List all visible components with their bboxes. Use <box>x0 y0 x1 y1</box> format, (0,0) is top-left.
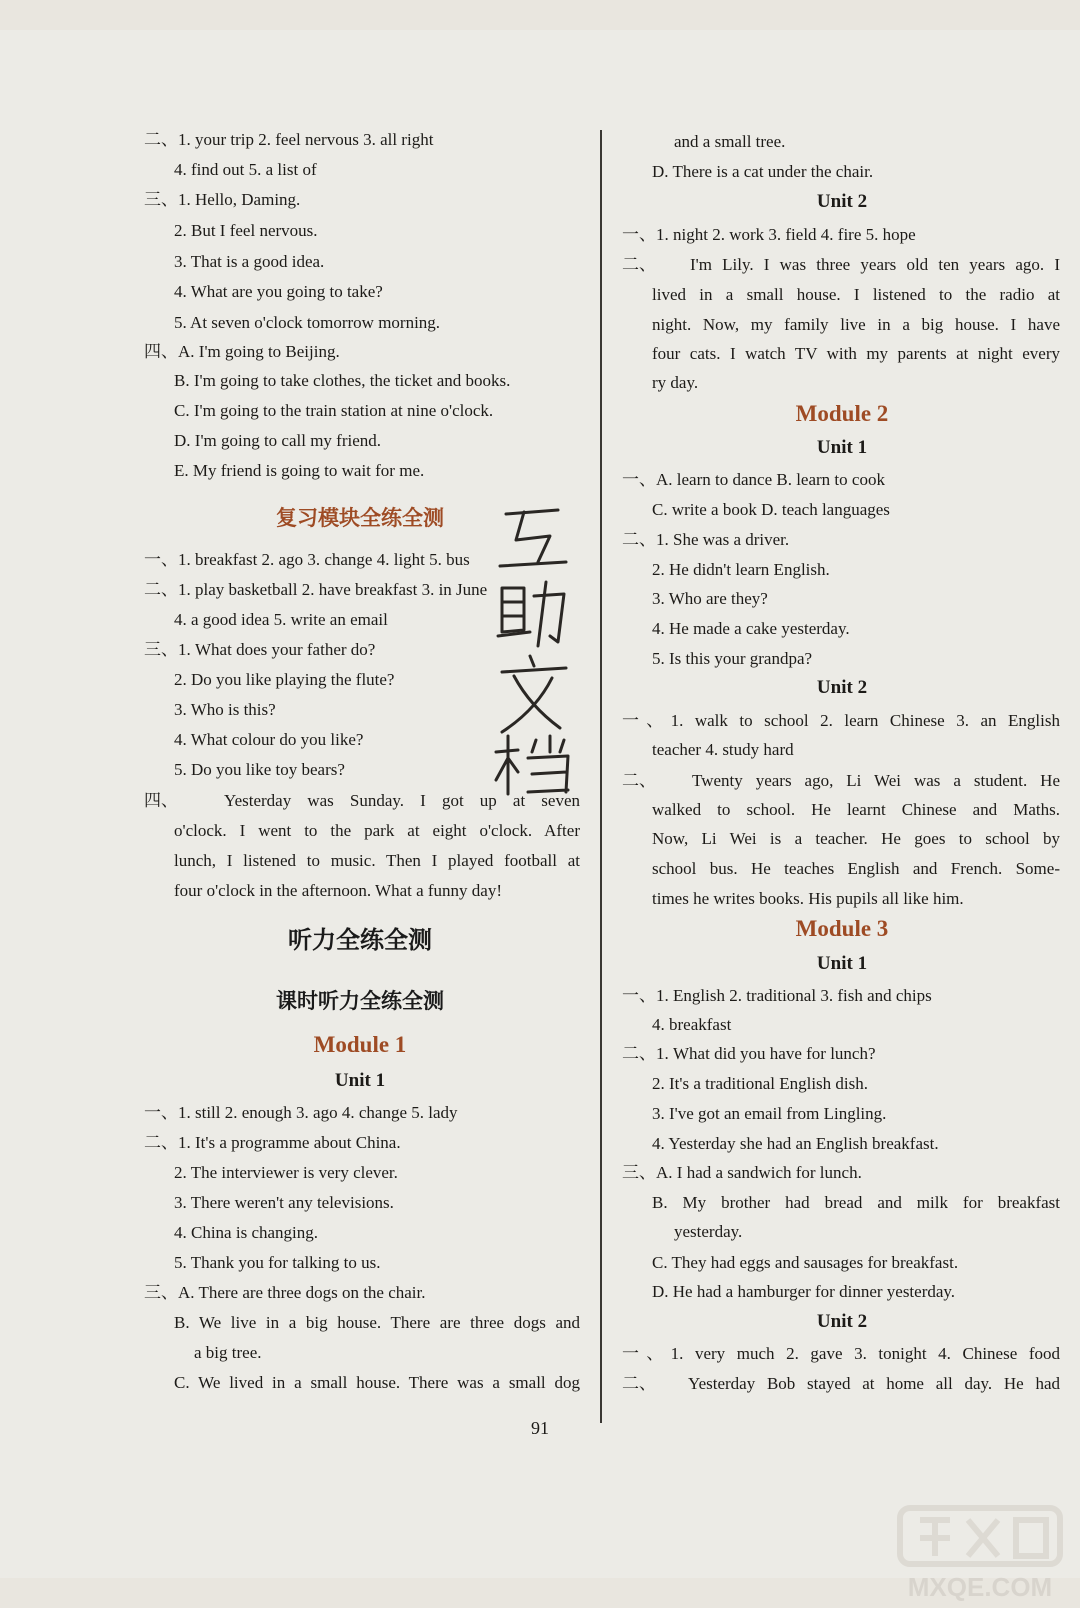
answer-line: 5. At seven o'clock tomorrow morning. <box>174 313 441 332</box>
answer-line: B. I'm going to take clothes, the ticket and books. <box>174 371 511 390</box>
unit-heading: Unit 2 <box>816 191 868 212</box>
answer-line: 3. There weren't any televisions. <box>174 1193 394 1212</box>
answer-line: 2. But I feel nervous. <box>174 221 318 240</box>
answer-line: D. There is a cat under the chair. <box>652 162 874 181</box>
answer-line: school bus. He teaches English and French. Some- <box>652 859 1060 878</box>
answer-line: 3. Who are they? <box>652 589 768 608</box>
answer-line: four o'clock in the afternoon. What a funny day! <box>174 881 502 900</box>
answer-line: B. My brother had bread and milk for breakfast <box>652 1193 1060 1212</box>
answer-line: and a small tree. <box>674 132 786 151</box>
answer-line: 5. Do you like toy bears? <box>174 760 345 779</box>
answer-line: 一、1. very much 2. gave 3. tonight 4. Chinese food <box>622 1344 1060 1363</box>
answer-line: o'clock. I went to the park at eight o'clock. After <box>174 821 580 840</box>
answer-line: 三、1. Hello, Daming. <box>144 190 301 209</box>
column-divider <box>600 130 602 1423</box>
answer-line: 2. Do you like playing the flute? <box>174 670 395 689</box>
lesson-listening-heading: 课时听力全练全测 <box>276 989 444 1013</box>
listening-heading: 听力全练全测 <box>288 926 432 954</box>
answer-line: 二、1. She was a driver. <box>622 530 790 549</box>
unit-heading: Unit 2 <box>816 1311 868 1332</box>
handwritten-annotation <box>488 496 578 796</box>
unit-heading: Unit 2 <box>816 677 868 698</box>
answer-line: 二、1. It's a programme about China. <box>144 1133 401 1152</box>
answer-line: 4. What are you going to take? <box>174 282 383 301</box>
answer-line: Now, Li Wei is a teacher. He goes to school by <box>652 829 1060 848</box>
answer-line: Yesterday Bob stayed at home all day. He had <box>688 1374 1060 1393</box>
answer-line: I'm Lily. I was three years old ten years ago. I <box>690 255 1060 274</box>
answer-line: 一、1. still 2. enough 3. ago 4. change 5. lady <box>144 1103 458 1122</box>
answer-line: 4. Yesterday she had an English breakfast. <box>652 1134 939 1153</box>
answer-line: 4. What colour do you like? <box>174 730 364 749</box>
answer-line: 2. The interviewer is very clever. <box>174 1163 398 1182</box>
answer-line: 一、1. night 2. work 3. field 4. fire 5. hope <box>622 225 916 244</box>
watermark-logo <box>880 1500 1080 1608</box>
answer-line: 一、1. English 2. traditional 3. fish and chips <box>622 986 932 1005</box>
answer-line: Yesterday was Sunday. I got up at seven <box>224 791 580 810</box>
section-label: 二、 <box>622 771 656 790</box>
review-heading: 复习模块全练全测 <box>276 506 444 530</box>
answer-line: 2. It's a traditional English dish. <box>652 1074 869 1093</box>
svg-text:MXQE.COM: MXQE.COM <box>907 1572 1053 1602</box>
answer-line: times he writes books. His pupils all like him. <box>652 889 964 908</box>
answer-line: a big tree. <box>194 1343 262 1362</box>
answer-line: 二、1. What did you have for lunch? <box>622 1044 876 1063</box>
unit-heading: Unit 1 <box>816 953 868 974</box>
answer-line: lived in a small house. I listened to the radio at <box>652 285 1060 304</box>
section-label: 二、 <box>622 1374 656 1393</box>
answer-line: 3. That is a good idea. <box>174 252 325 271</box>
answer-line: 3. I've got an email from Lingling. <box>652 1104 887 1123</box>
answer-line: 2. He didn't learn English. <box>652 560 830 579</box>
answer-page <box>0 30 1080 1602</box>
answer-line: walked to school. He learnt Chinese and Maths. <box>652 800 1060 819</box>
answer-line: 4. a good idea 5. write an email <box>174 610 388 629</box>
answer-line: D. I'm going to call my friend. <box>174 431 382 450</box>
page-number: 91 <box>531 1418 549 1438</box>
answer-line: 三、1. What does your father do? <box>144 640 376 659</box>
answer-line: yesterday. <box>674 1222 743 1241</box>
section-label: 二、 <box>622 255 656 274</box>
answer-line: lunch, I listened to music. Then I played football at <box>174 851 580 870</box>
answer-line: 4. China is changing. <box>174 1223 319 1242</box>
answer-line: Twenty years ago, Li Wei was a student. He <box>692 771 1060 790</box>
answer-line: 二、1. your trip 2. feel nervous 3. all right <box>144 130 434 149</box>
answer-line: E. My friend is going to wait for me. <box>174 461 425 480</box>
module-heading: Module 3 <box>795 916 889 941</box>
answer-line: 三、A. I had a sandwich for lunch. <box>622 1163 862 1182</box>
answer-line: 四、A. I'm going to Beijing. <box>144 342 340 361</box>
answer-line: D. He had a hamburger for dinner yesterday. <box>652 1282 956 1301</box>
answer-line: 3. Who is this? <box>174 700 276 719</box>
answer-line: C. They had eggs and sausages for breakfast. <box>652 1253 959 1272</box>
answer-line: 5. Is this your grandpa? <box>652 649 813 668</box>
answer-line: 三、A. There are three dogs on the chair. <box>144 1283 426 1302</box>
answer-line: 4. He made a cake yesterday. <box>652 619 850 638</box>
answer-line: C. write a book D. teach languages <box>652 500 890 519</box>
answer-line: 一、1. breakfast 2. ago 3. change 4. light 5. bus <box>144 550 470 569</box>
unit-heading: Unit 1 <box>816 437 868 458</box>
module-heading: Module 2 <box>795 401 889 426</box>
section-label: 四、 <box>144 791 178 810</box>
answer-line: ry day. <box>652 373 699 392</box>
answer-line: C. We lived in a small house. There was a small dog <box>174 1373 580 1392</box>
answer-line: 二、1. play basketball 2. have breakfast 3. in June <box>144 580 488 599</box>
answer-line: 4. breakfast <box>652 1015 732 1034</box>
answer-line: 4. find out 5. a list of <box>174 160 317 179</box>
module-heading: Module 1 <box>313 1032 407 1057</box>
answer-line: 一、A. learn to dance B. learn to cook <box>622 470 885 489</box>
answer-line: 一、1. walk to school 2. learn Chinese 3. an English <box>622 711 1060 730</box>
answer-line: B. We live in a big house. There are three dogs and <box>174 1313 580 1332</box>
answer-line: teacher 4. study hard <box>652 740 794 759</box>
answer-line: C. I'm going to the train station at nine o'clock. <box>174 401 494 420</box>
answer-line: night. Now, my family live in a big house. I have <box>652 315 1060 334</box>
answer-line: 5. Thank you for talking to us. <box>174 1253 381 1272</box>
unit-heading: Unit 1 <box>334 1070 386 1091</box>
answer-line: four cats. I watch TV with my parents at night every <box>652 344 1060 363</box>
